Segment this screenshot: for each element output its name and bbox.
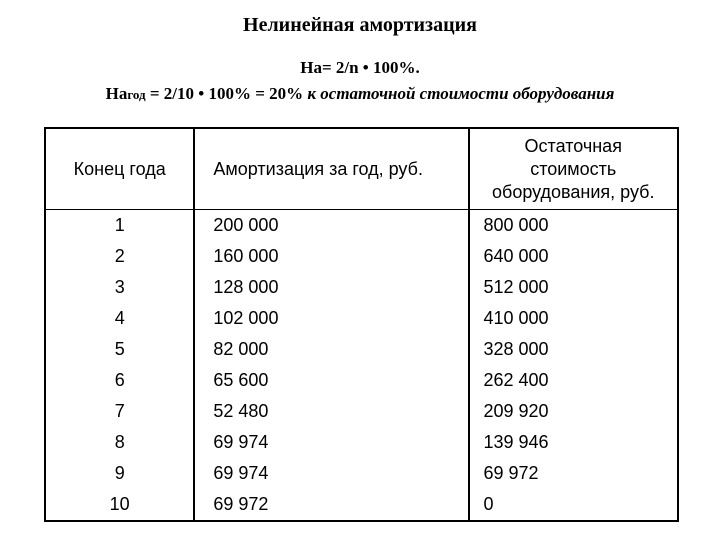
cell-year: 3 <box>45 272 194 303</box>
table-header-row <box>45 128 678 210</box>
table-row <box>45 334 678 365</box>
cell-residual-value: 262 400 <box>469 365 679 396</box>
cell-year: 5 <box>45 334 194 365</box>
cell-year: 4 <box>45 303 194 334</box>
table-row <box>45 396 678 427</box>
header-residual-line: стоимость <box>530 158 617 179</box>
cell-amortization: 82 000 <box>194 334 468 365</box>
page-title: Нелинейная амортизация <box>243 14 477 36</box>
cell-amortization: 69 972 <box>194 489 468 521</box>
formula-subscript: год <box>127 87 146 102</box>
cell-year: 2 <box>45 241 194 272</box>
formula-tail: к остаточной стоимости оборудования <box>307 84 615 103</box>
cell-year: 9 <box>45 458 194 489</box>
table-row <box>45 303 678 334</box>
cell-residual-value: 209 920 <box>469 396 679 427</box>
cell-year: 1 <box>45 210 194 242</box>
formula-middle: = 2/10 • 100% = 20% <box>145 84 308 103</box>
cell-year: 6 <box>45 365 194 396</box>
formula-prefix: На <box>105 84 128 103</box>
header-residual-line: оборудования, руб. <box>492 181 655 202</box>
table-body <box>45 210 678 522</box>
cell-residual-value: 800 000 <box>469 210 679 242</box>
cell-amortization: 102 000 <box>194 303 468 334</box>
cell-amortization: 69 974 <box>194 427 468 458</box>
cell-residual-value: 640 000 <box>469 241 679 272</box>
cell-residual-value: 512 000 <box>469 272 679 303</box>
cell-residual-value: 328 000 <box>469 334 679 365</box>
cell-amortization: 65 600 <box>194 365 468 396</box>
cell-residual-value: 0 <box>469 489 679 521</box>
cell-year: 10 <box>45 489 194 521</box>
table-row <box>45 272 678 303</box>
cell-amortization: 200 000 <box>194 210 468 242</box>
header-residual-line: Остаточная <box>524 135 622 156</box>
formula-general: На= 2/n • 100%. <box>300 58 420 77</box>
table-row <box>45 489 678 521</box>
cell-amortization: 52 480 <box>194 396 468 427</box>
table-row <box>45 241 678 272</box>
cell-amortization: 160 000 <box>194 241 468 272</box>
header-residual-value <box>469 128 679 210</box>
cell-residual-value: 69 972 <box>469 458 679 489</box>
cell-year: 7 <box>45 396 194 427</box>
table-row <box>45 458 678 489</box>
cell-residual-value: 410 000 <box>469 303 679 334</box>
cell-amortization: 128 000 <box>194 272 468 303</box>
depreciation-table <box>44 127 679 522</box>
formula-annual <box>0 84 720 104</box>
table-row <box>45 365 678 396</box>
cell-year: 8 <box>45 427 194 458</box>
header-year: Конец года <box>45 128 194 210</box>
cell-amortization: 69 974 <box>194 458 468 489</box>
table-row <box>45 210 678 242</box>
table-row <box>45 427 678 458</box>
header-amortization: Амортизация за год, руб. <box>194 128 468 210</box>
cell-residual-value: 139 946 <box>469 427 679 458</box>
